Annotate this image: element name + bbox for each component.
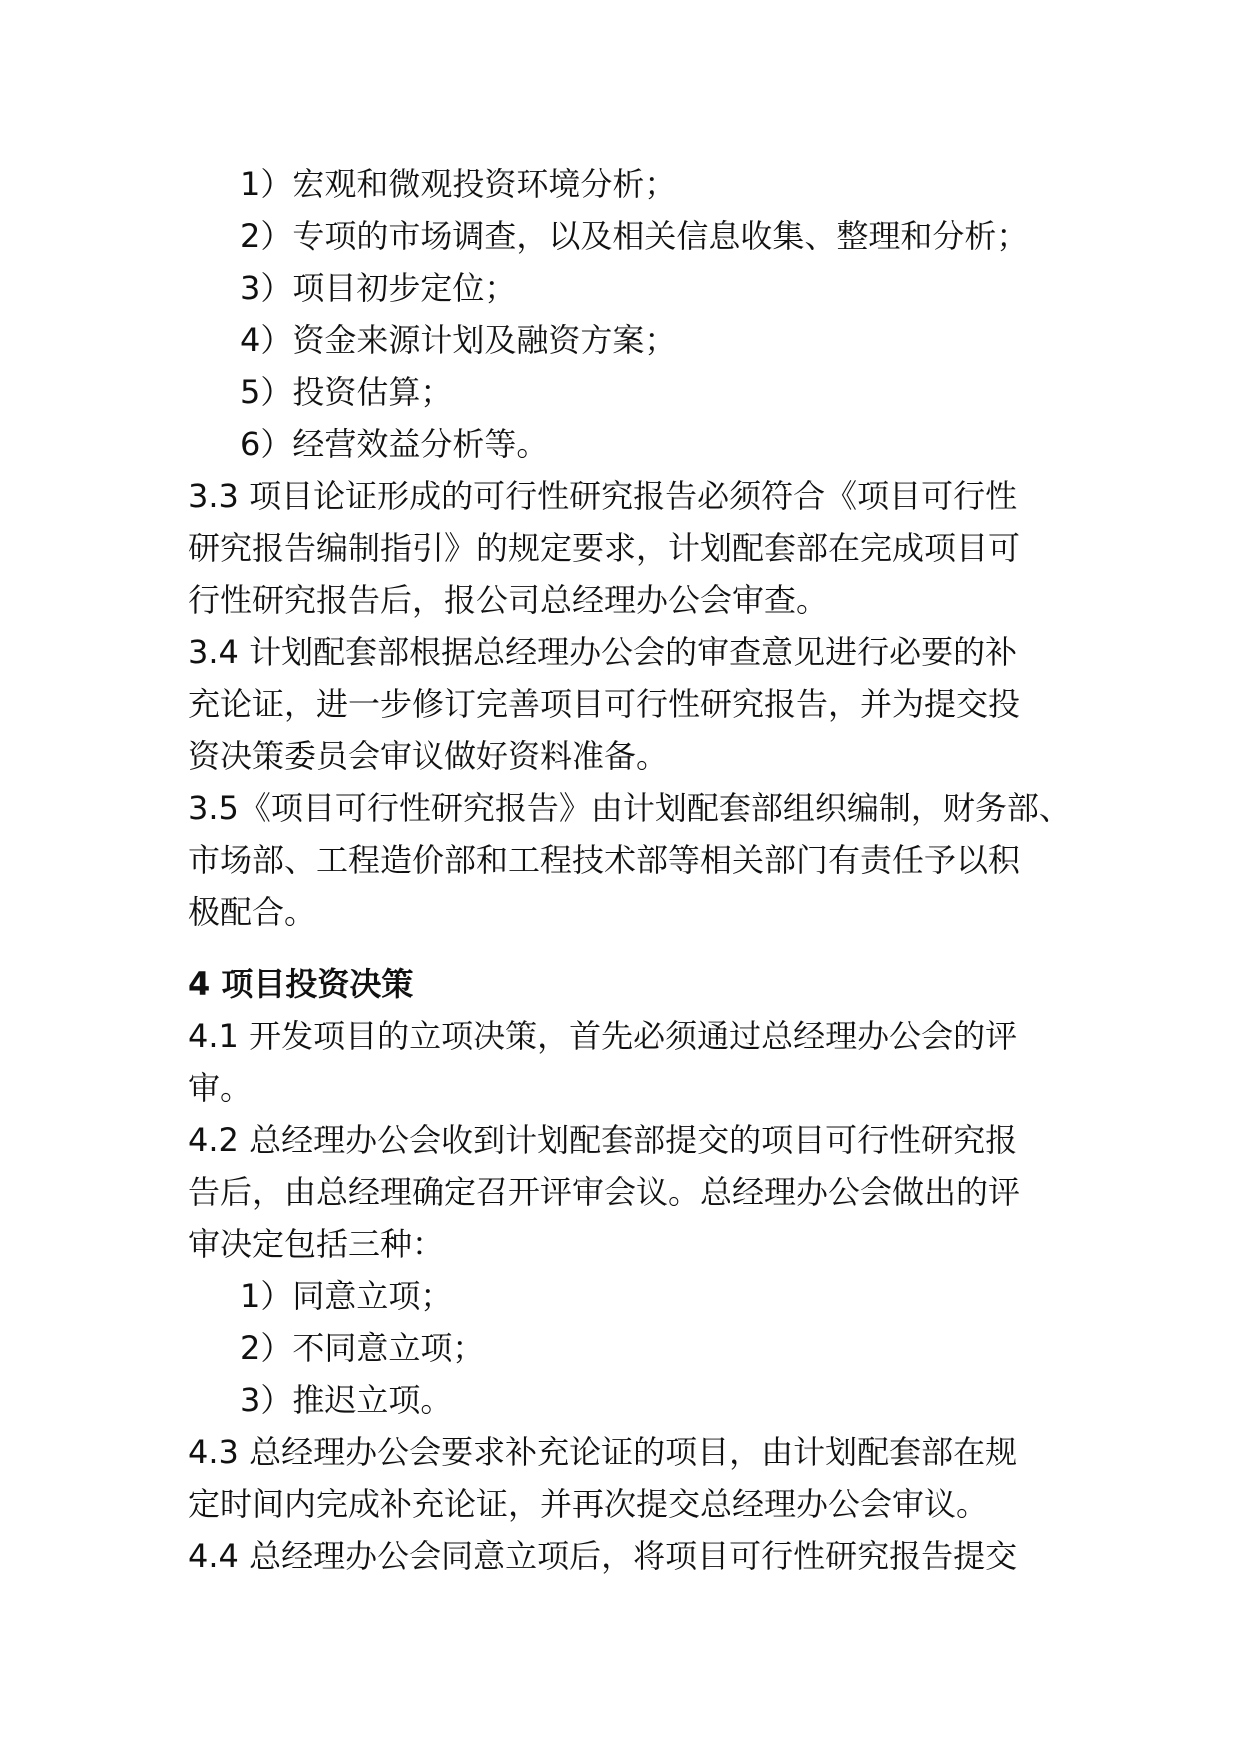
- list-item: 2）专项的市场调查，以及相关信息收集、整理和分析；: [240, 217, 1029, 255]
- list-item: 6）经营效益分析等。: [240, 425, 549, 463]
- paragraph-3-5-line: 市场部、工程造价部和工程技术部等相关部门有责任予以积: [188, 841, 1021, 879]
- paragraph-3-4-line: 充论证，进一步修订完善项目可行性研究报告，并为提交投: [188, 685, 1021, 723]
- paragraph-4-2-line: 4.2 总经理办公会收到计划配套部提交的项目可行性研究报: [188, 1121, 1018, 1159]
- paragraph-3-5-line: 极配合。: [188, 893, 317, 931]
- paragraph-4-1-line: 审。: [188, 1069, 253, 1107]
- paragraph-4-2-line: 告后，由总经理确定召开评审会议。总经理办公会做出的评: [188, 1173, 1021, 1211]
- list-item: 1）宏观和微观投资环境分析；: [240, 165, 677, 203]
- list-item: 5）投资估算；: [240, 373, 453, 411]
- paragraph-3-3-line: 3.3 项目论证形成的可行性研究报告必须符合《项目可行性: [188, 477, 1018, 515]
- document-page: [188, 158, 1071, 1582]
- list-item: 2）不同意立项；: [240, 1329, 485, 1367]
- paragraph-3-3-line: 行性研究报告后，报公司总经理办公会审查。: [188, 581, 829, 619]
- paragraph-4-3-line: 定时间内完成补充论证，并再次提交总经理办公会审议。: [188, 1485, 989, 1523]
- section-heading: 4 项目投资决策: [188, 965, 414, 1003]
- paragraph-4-3-line: 4.3 总经理办公会要求补充论证的项目，由计划配套部在规: [188, 1433, 1018, 1471]
- paragraph-3-3-line: 研究报告编制指引》的规定要求，计划配套部在完成项目可: [188, 529, 1021, 567]
- list-item: 3）推迟立项。: [240, 1381, 453, 1419]
- list-item: 1）同意立项；: [240, 1277, 453, 1315]
- list-item: 3）项目初步定位；: [240, 269, 517, 307]
- paragraph-4-4-line: 4.4 总经理办公会同意立项后，将项目可行性研究报告提交: [188, 1537, 1018, 1575]
- paragraph-3-4-line: 3.4 计划配套部根据总经理办公会的审查意见进行必要的补: [188, 633, 1018, 671]
- paragraph-4-2-line: 审决定包括三种：: [188, 1225, 445, 1263]
- list-item: 4）资金来源计划及融资方案；: [240, 321, 677, 359]
- paragraph-4-1-line: 4.1 开发项目的立项决策，首先必须通过总经理办公会的评: [188, 1017, 1018, 1055]
- paragraph-3-4-line: 资决策委员会审议做好资料准备。: [188, 737, 669, 775]
- paragraph-3-5-line: 3.5《项目可行性研究报告》由计划配套部组织编制，财务部、: [188, 789, 1071, 827]
